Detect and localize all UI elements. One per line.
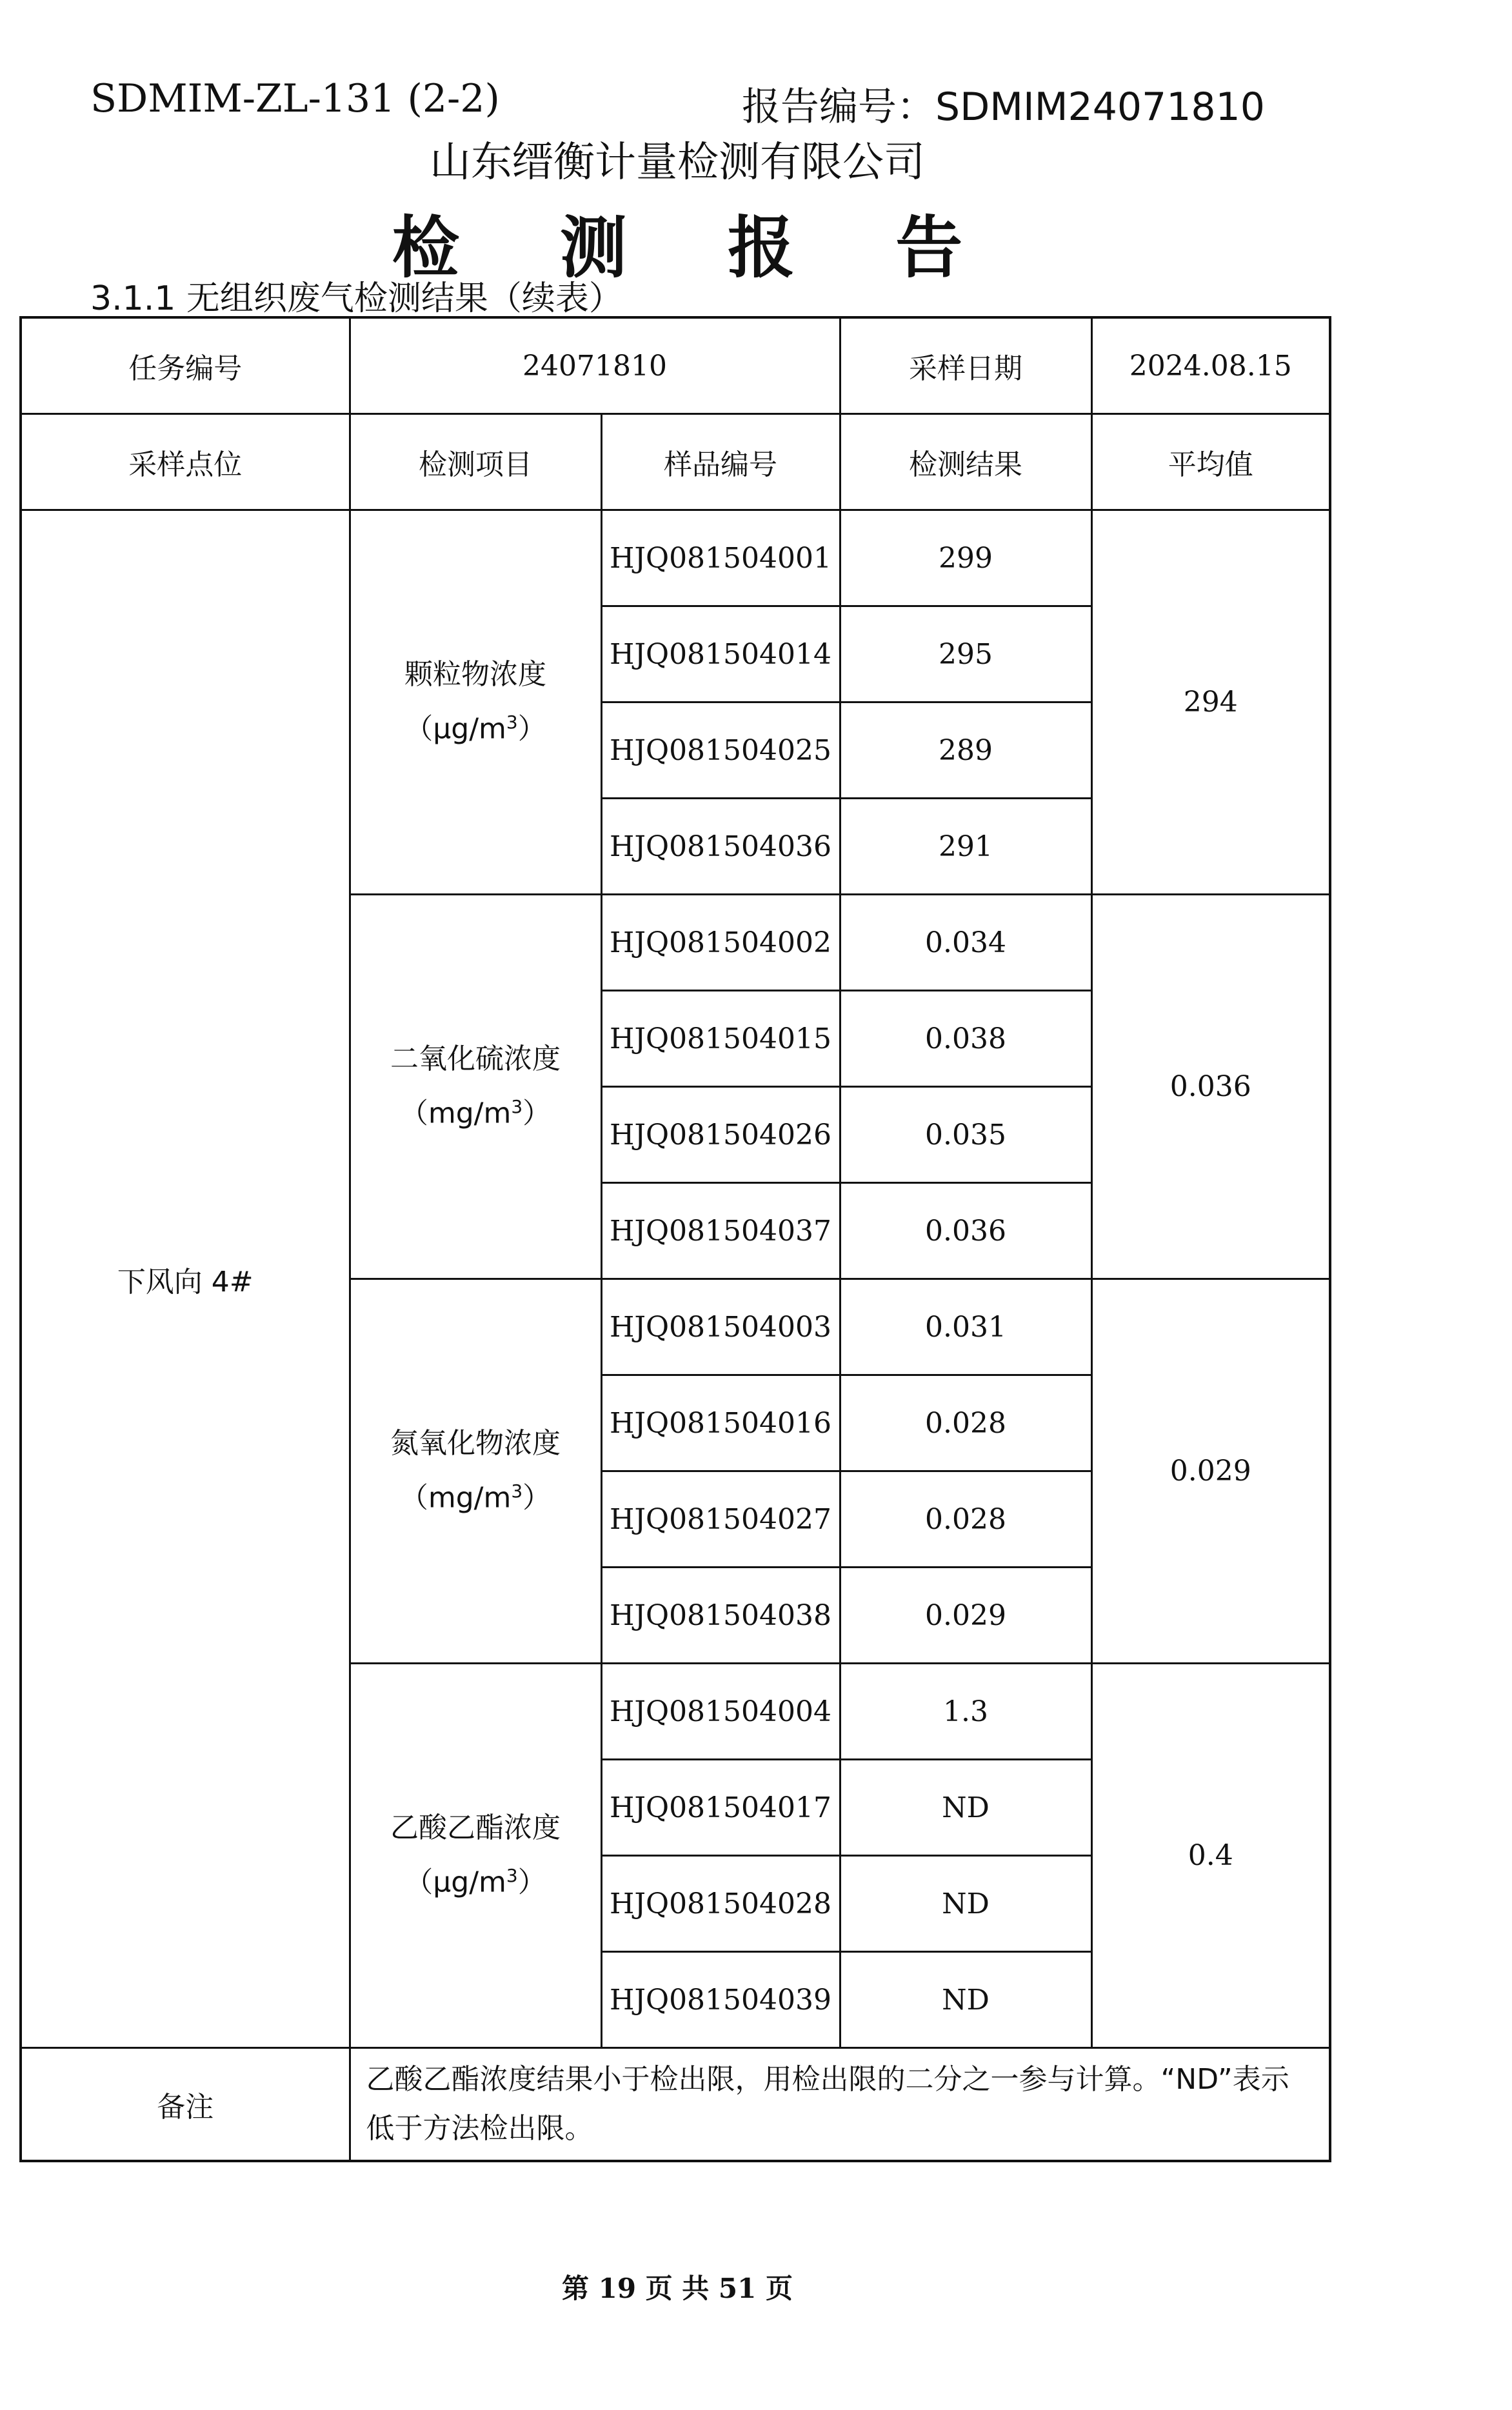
sample-id: HJQ081504037 (601, 1183, 840, 1279)
unit-superscript: 3 (511, 1096, 523, 1118)
unit-suffix: ） (517, 1866, 546, 1899)
company-name: 山东缙衡计量检测有限公司 (430, 139, 925, 186)
results-table (19, 316, 1331, 2162)
task-number-label: 任务编号 (21, 317, 350, 414)
column-header-row (21, 414, 1330, 510)
form-code: SDMIM-ZL-131 (2-2) (90, 76, 500, 121)
unit-prefix: （mg/m (399, 1481, 512, 1515)
unit-suffix: ） (522, 1481, 552, 1515)
test-item-name: 颗粒物浓度 (404, 658, 546, 692)
test-result: 1.3 (840, 1664, 1091, 1760)
test-item (350, 510, 601, 895)
test-item-unit (351, 1083, 601, 1138)
page-footer: 第 19 页 共 51 页 (561, 2273, 793, 2304)
sample-id: HJQ081504028 (601, 1856, 840, 1952)
sampling-date-value: 2024.08.15 (1091, 317, 1330, 414)
average-value: 0.4 (1091, 1664, 1330, 2048)
unit-prefix: （μg/m (404, 1866, 506, 1899)
sample-id: HJQ081504016 (601, 1375, 840, 1471)
note-text: 乙酸乙酯浓度结果小于检出限，用检出限的二分之一参与计算。“ND”表示低于方法检出限。 (350, 2048, 1330, 2162)
note-row (21, 2048, 1330, 2162)
test-result: 0.038 (840, 991, 1091, 1087)
unit-prefix: （mg/m (399, 1097, 512, 1130)
unit-suffix: ） (522, 1097, 552, 1130)
sample-id: HJQ081504039 (601, 1952, 840, 2048)
test-result: 0.028 (840, 1471, 1091, 1568)
sample-id: HJQ081504027 (601, 1471, 840, 1568)
sample-id: HJQ081504026 (601, 1087, 840, 1183)
test-item-name: 乙酸乙酯浓度 (390, 1811, 561, 1845)
unit-superscript: 3 (506, 1865, 518, 1887)
test-item (350, 895, 601, 1279)
sampling-location: 下风向 4# (21, 510, 350, 2048)
column-header: 检测项目 (350, 414, 601, 510)
test-result: 295 (840, 606, 1091, 702)
sample-id: HJQ081504015 (601, 991, 840, 1087)
column-header: 采样点位 (21, 414, 350, 510)
column-header: 检测结果 (840, 414, 1091, 510)
test-item-name: 氮氧化物浓度 (390, 1427, 561, 1460)
test-result: 299 (840, 510, 1091, 606)
test-result: 289 (840, 702, 1091, 799)
unit-superscript: 3 (506, 712, 518, 733)
sampling-date-label: 采样日期 (840, 317, 1091, 414)
test-result: 291 (840, 799, 1091, 895)
test-result: 0.034 (840, 895, 1091, 991)
document-title: 检 测 报 告 (392, 208, 1002, 287)
sample-id: HJQ081504025 (601, 702, 840, 799)
test-item-unit (351, 699, 601, 753)
sample-id: HJQ081504004 (601, 1664, 840, 1760)
column-header: 平均值 (1091, 414, 1330, 510)
average-value: 0.036 (1091, 895, 1330, 1279)
sample-id: HJQ081504001 (601, 510, 840, 606)
info-row (21, 317, 1330, 414)
test-item (350, 1664, 601, 2048)
test-item-unit (351, 1468, 601, 1522)
sample-id: HJQ081504014 (601, 606, 840, 702)
average-value: 294 (1091, 510, 1330, 895)
sample-id: HJQ081504038 (601, 1568, 840, 1664)
test-result: ND (840, 1760, 1091, 1856)
sample-id: HJQ081504002 (601, 895, 840, 991)
unit-prefix: （μg/m (404, 712, 506, 746)
test-item (350, 1279, 601, 1664)
task-number-value: 24071810 (350, 317, 840, 414)
test-result: ND (840, 1856, 1091, 1952)
test-result: 0.031 (840, 1279, 1091, 1375)
sample-id: HJQ081504017 (601, 1760, 840, 1856)
test-result: ND (840, 1952, 1091, 2048)
test-item-unit (351, 1852, 601, 1907)
test-item-name: 二氧化硫浓度 (390, 1042, 561, 1076)
test-result: 0.035 (840, 1087, 1091, 1183)
test-result: 0.036 (840, 1183, 1091, 1279)
unit-superscript: 3 (511, 1480, 523, 1502)
column-header: 样品编号 (601, 414, 840, 510)
table-row (21, 510, 1330, 606)
average-value: 0.029 (1091, 1279, 1330, 1664)
sample-id: HJQ081504003 (601, 1279, 840, 1375)
note-label: 备注 (21, 2048, 350, 2162)
report-number: 报告编号：SDMIM24071810 (742, 85, 1265, 130)
sample-id: HJQ081504036 (601, 799, 840, 895)
test-result: 0.028 (840, 1375, 1091, 1471)
unit-suffix: ） (517, 712, 546, 746)
test-result: 0.029 (840, 1568, 1091, 1664)
section-title: 3.1.1 无组织废气检测结果（续表） (90, 279, 622, 318)
